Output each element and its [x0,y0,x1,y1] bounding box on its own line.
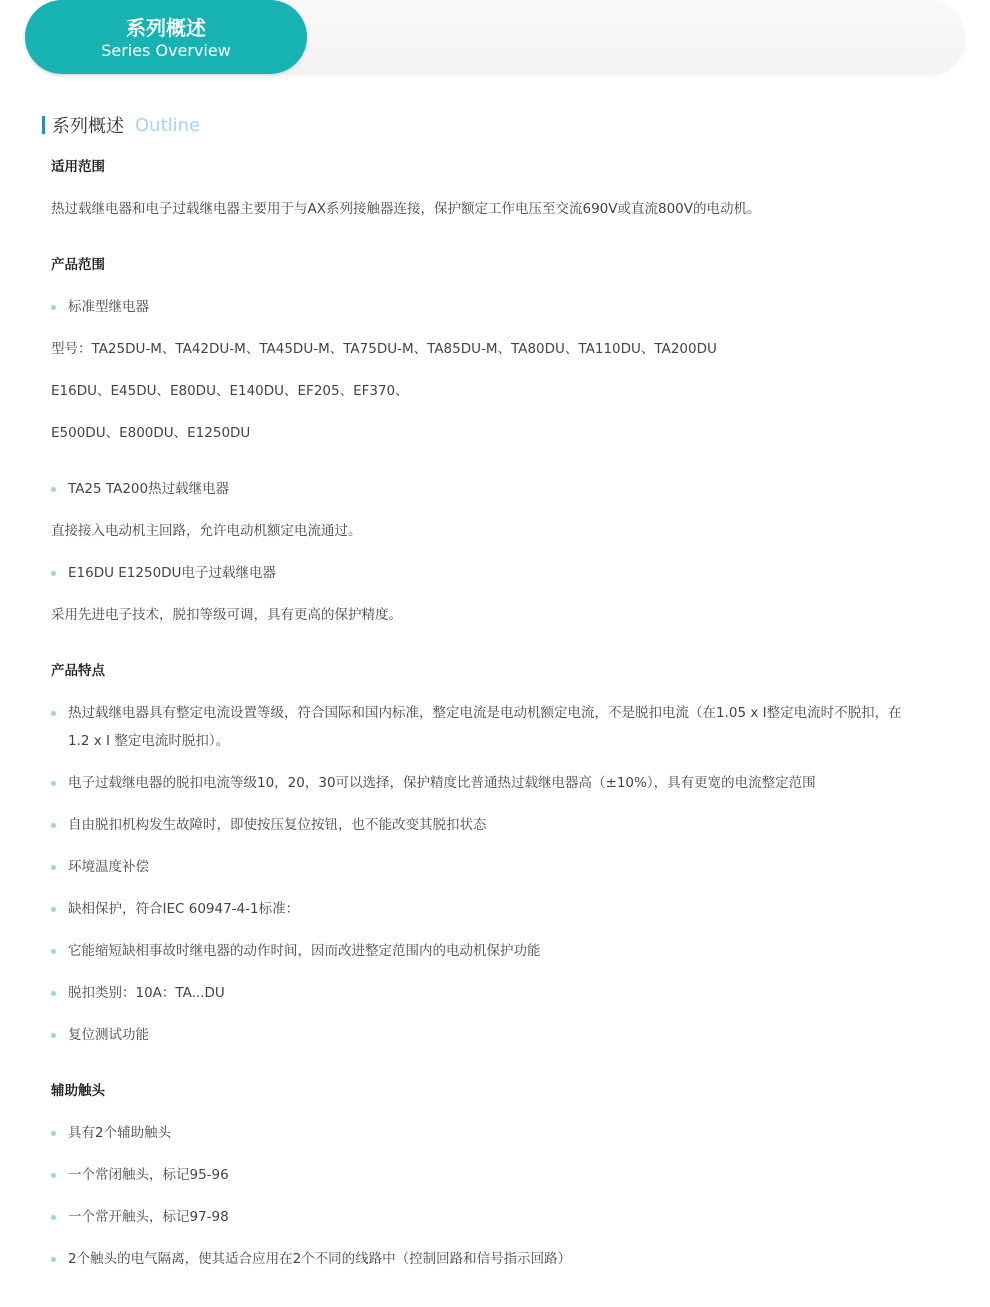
list-item: 环境温度补偿 [51,858,149,876]
bullet-dot [51,571,56,576]
badge-title-zh: 系列概述 [126,16,206,40]
models-line: 型号：TA25DU-M、TA42DU-M、TA45DU-M、TA75DU-M、TA85DU-M、TA80DU、TA110DU、TA200DU [51,341,717,357]
models-line: E16DU、E45DU、E80DU、E140DU、EF205、EF370、 [51,383,409,399]
list-item: 自由脱扣机构发生故障时，即使按压复位按钮，也不能改变其脱扣状态 [51,816,487,834]
series-overview-badge [25,0,307,74]
bullet-dot [51,949,56,954]
bullet-dot [51,711,56,716]
bullet-dot [51,1033,56,1038]
list-item: 电子过载继电器的脱扣电流等级10，20，30可以选择，保护精度比普通热过载继电器高（±10%），具有更宽的电流整定范围 [51,774,816,792]
bullet-dot [51,1173,56,1178]
list-item: 脱扣类别：10A：TA...DU [51,984,225,1002]
bullet-dot [51,487,56,492]
product-desc: 采用先进电子技术，脱扣等级可调，具有更高的保护精度。 [51,607,402,623]
bullet-dot [51,991,56,996]
outline-heading [42,114,200,136]
bullet-dot [51,865,56,870]
list-item: E16DU E1250DU电子过载继电器 [51,564,276,582]
bullet-dot [51,823,56,828]
scope-text: 热过载继电器和电子过载继电器主要用于与AX系列接触器连接，保护额定工作电压至交流690V或直流800V的电动机。 [51,201,761,217]
list-item: 标准型继电器 [51,298,149,316]
bullet-dot [51,781,56,786]
outline-title-en: Outline [135,114,201,136]
list-item: 它能缩短缺相事故时继电器的动作时间，因而改进整定范围内的电动机保护功能 [51,942,541,960]
scope-heading: 适用范围 [51,159,105,175]
list-item: 一个常闭触头，标记95-96 [51,1166,229,1184]
list-item: 热过载继电器具有整定电流设置等级，符合国际和国内标准，整定电流是电动机额定电流，不是脱扣电流（在1.05 x I整定电流时不脱扣，在1.2 x I 整定电流时脱扣）。 [51,699,908,755]
bullet-dot [51,1131,56,1136]
list-item: TA25 TA200热过载继电器 [51,480,229,498]
product-desc: 直接接入电动机主回路，允许电动机额定电流通过。 [51,523,362,539]
list-item: 复位测试功能 [51,1026,149,1044]
list-item: 一个常开触头，标记97-98 [51,1208,229,1226]
aux-heading: 辅助触头 [51,1083,105,1099]
models-line: E500DU、E800DU、E1250DU [51,425,251,441]
outline-title-zh: 系列概述 [52,116,124,137]
badge-title-en: Series Overview [101,41,231,60]
list-item: 具有2个辅助触头 [51,1124,171,1142]
bullet-dot [51,1257,56,1262]
list-item: 2个触头的电气隔离，使其适合应用在2个不同的线路中（控制回路和信号指示回路） [51,1250,571,1268]
bullet-dot [51,1215,56,1220]
features-heading: 产品特点 [51,663,105,679]
list-item: 缺相保护，符合IEC 60947-4-1标准： [51,900,299,918]
outline-accent-bar [42,116,45,134]
products-heading: 产品范围 [51,257,105,273]
bullet-dot [51,305,56,310]
bullet-dot [51,907,56,912]
